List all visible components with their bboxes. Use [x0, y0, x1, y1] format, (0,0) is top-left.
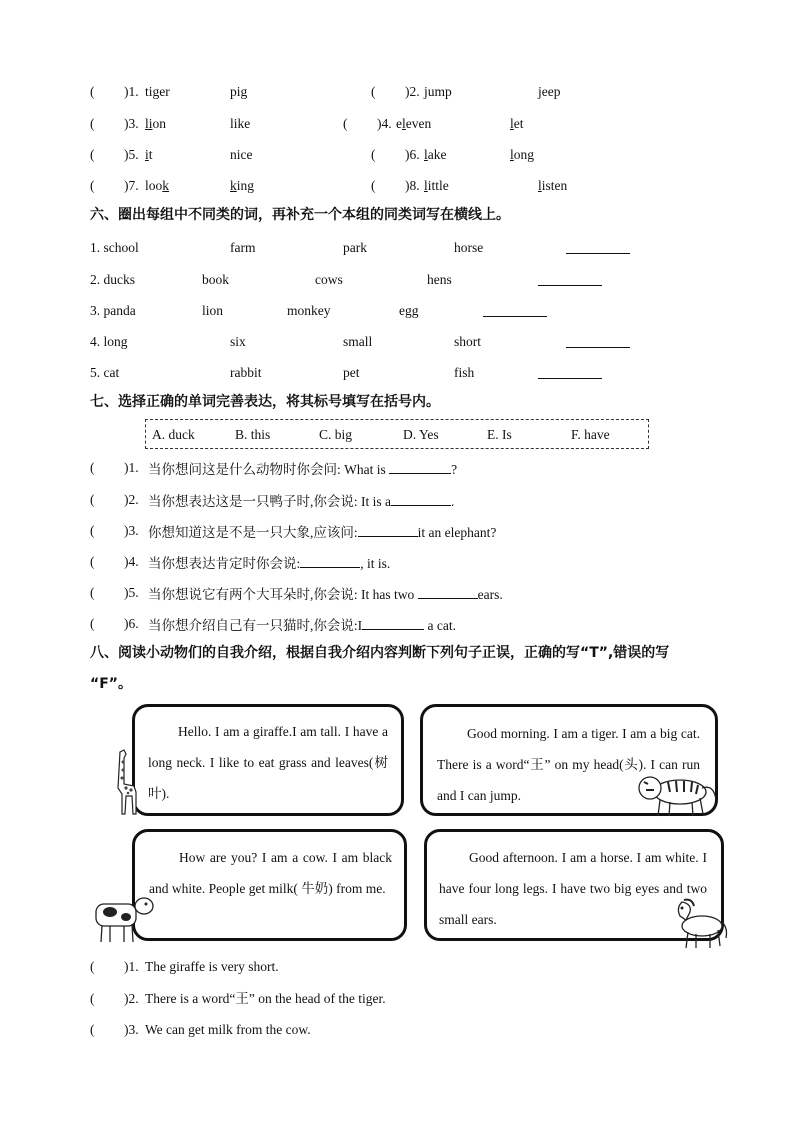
item-number: )1. — [124, 959, 139, 974]
word-1: lion — [145, 116, 167, 131]
question-text: 当你想说它有两个大耳朵时,你会说: It has two ears. — [148, 587, 503, 602]
question-text: 当你想表达这是一只鸭子时,你会说: It is a . — [148, 494, 455, 509]
giraffe-intro-text: Hello. I am a giraffe.I am tall. I have a long neck. I like to eat grass and leaves(树叶). — [148, 724, 388, 801]
item-number: )6. — [124, 616, 139, 631]
tiger-intro-text: Good morning. I am a tiger. I am a big cat. There is a word“王” on my head(头). I can run and I can jump. — [437, 726, 700, 803]
item-number: )2. — [124, 492, 139, 507]
word: fish — [454, 365, 475, 380]
word-2: nice — [230, 147, 253, 162]
section7-title: 七、选择正确的单词完善表达，将其标号填写在括号内。 — [90, 394, 440, 410]
answer-paren[interactable]: ( — [90, 991, 95, 1006]
word: park — [343, 240, 367, 255]
word-2: jeep — [538, 84, 561, 99]
item-number: )3. — [124, 523, 139, 538]
word: farm — [230, 240, 256, 255]
word-1: it — [145, 147, 153, 162]
item-number: )4. — [124, 554, 139, 569]
word-1: look — [145, 178, 170, 193]
answer-paren: ( — [90, 116, 95, 131]
horse-intro-text: Good afternoon. I am a horse. I am white. I have four long legs. I have two big eyes and two small ears. — [439, 850, 707, 927]
word-1: tiger — [145, 84, 170, 99]
question-text: 当你想问这是什么动物时你会问: What is ? — [148, 462, 458, 477]
answer-paren: ( — [371, 147, 376, 162]
item-number: )5. — [124, 147, 139, 162]
word-1: jump — [424, 84, 452, 99]
answer-paren[interactable]: ( — [90, 1022, 95, 1037]
answer-paren[interactable]: ( — [90, 460, 95, 475]
giraffe-icon — [106, 748, 146, 816]
word: hens — [427, 272, 452, 287]
option: A. duck — [152, 427, 195, 442]
word-2: long — [510, 147, 535, 162]
answer-blank[interactable] — [483, 304, 547, 317]
item-number: )7. — [124, 178, 139, 193]
word: horse — [454, 240, 484, 255]
item-number: )3. — [124, 116, 139, 131]
item-number: )4. — [377, 116, 392, 131]
word-2: let — [510, 116, 524, 131]
section8-title-cont: “F”。 — [90, 676, 132, 692]
word: small — [343, 334, 373, 349]
word: cows — [315, 272, 343, 287]
question-text: 你想知道这是不是一只大象,应该问: it an elephant? — [148, 525, 497, 540]
answer-paren: ( — [90, 178, 95, 193]
word-2: like — [230, 116, 251, 131]
word: short — [454, 334, 481, 349]
word-2: pig — [230, 84, 248, 99]
option: D. Yes — [403, 427, 439, 442]
word-2: listen — [538, 178, 568, 193]
item-number: )8. — [405, 178, 420, 193]
item-number: )5. — [124, 585, 139, 600]
answer-paren[interactable]: ( — [90, 492, 95, 507]
answer-paren[interactable]: ( — [90, 554, 95, 569]
cow-intro-text: How are you? I am a cow. I am black and white. People get milk( 牛奶) from me. — [149, 850, 392, 896]
answer-paren[interactable]: ( — [90, 959, 95, 974]
word: egg — [399, 303, 419, 318]
answer-paren: ( — [371, 84, 376, 99]
cow-icon — [90, 892, 156, 944]
question-text: 当你想介绍自己有一只猫时,你会说:I a cat. — [148, 618, 456, 633]
answer-blank[interactable] — [538, 273, 602, 286]
option: E. Is — [487, 427, 512, 442]
word: 5. cat — [90, 365, 120, 380]
answer-paren[interactable]: ( — [90, 523, 95, 538]
word: lion — [202, 303, 224, 318]
option: F. have — [571, 427, 610, 442]
answer-paren[interactable]: ( — [90, 616, 95, 631]
word-1: lake — [424, 147, 447, 162]
answer-blank[interactable] — [566, 241, 630, 254]
section6-title: 六、圈出每组中不同类的词，再补充一个本组的同类词写在横线上。 — [90, 207, 510, 223]
answer-paren: ( — [90, 84, 95, 99]
answer-paren[interactable]: ( — [90, 585, 95, 600]
option: C. big — [319, 427, 353, 442]
horse-icon — [670, 892, 730, 950]
word: six — [230, 334, 246, 349]
tiger-icon — [636, 770, 718, 818]
answer-paren: ( — [343, 116, 348, 131]
word: 3. panda — [90, 303, 136, 318]
word-1: little — [424, 178, 449, 193]
item-number: )1. — [124, 84, 139, 99]
item-number: )1. — [124, 460, 139, 475]
word: pet — [343, 365, 360, 380]
statement-text: There is a word“王” on the head of the tiger. — [145, 991, 386, 1006]
word: 2. ducks — [90, 272, 135, 287]
item-number: )6. — [405, 147, 420, 162]
word: 4. long — [90, 334, 128, 349]
item-number: )2. — [405, 84, 420, 99]
statement-text: We can get milk from the cow. — [145, 1022, 311, 1037]
word: 1. school — [90, 240, 139, 255]
option: B. this — [235, 427, 271, 442]
answer-paren: ( — [90, 147, 95, 162]
statement-text: The giraffe is very short. — [145, 959, 279, 974]
word-2: king — [230, 178, 255, 193]
section8-title: 八、阅读小动物们的自我介绍，根据自我介绍内容判断下列句子正误，正确的写“T”,错误的写 — [90, 645, 670, 661]
word: rabbit — [230, 365, 262, 380]
answer-blank[interactable] — [538, 366, 602, 379]
question-text: 当你想表达肯定时你会说: , it is. — [148, 556, 391, 571]
word-1: eleven — [396, 116, 432, 131]
item-number: )2. — [124, 991, 139, 1006]
item-number: )3. — [124, 1022, 139, 1037]
word: book — [202, 272, 229, 287]
answer-paren: ( — [371, 178, 376, 193]
answer-blank[interactable] — [566, 335, 630, 348]
word: monkey — [287, 303, 331, 318]
